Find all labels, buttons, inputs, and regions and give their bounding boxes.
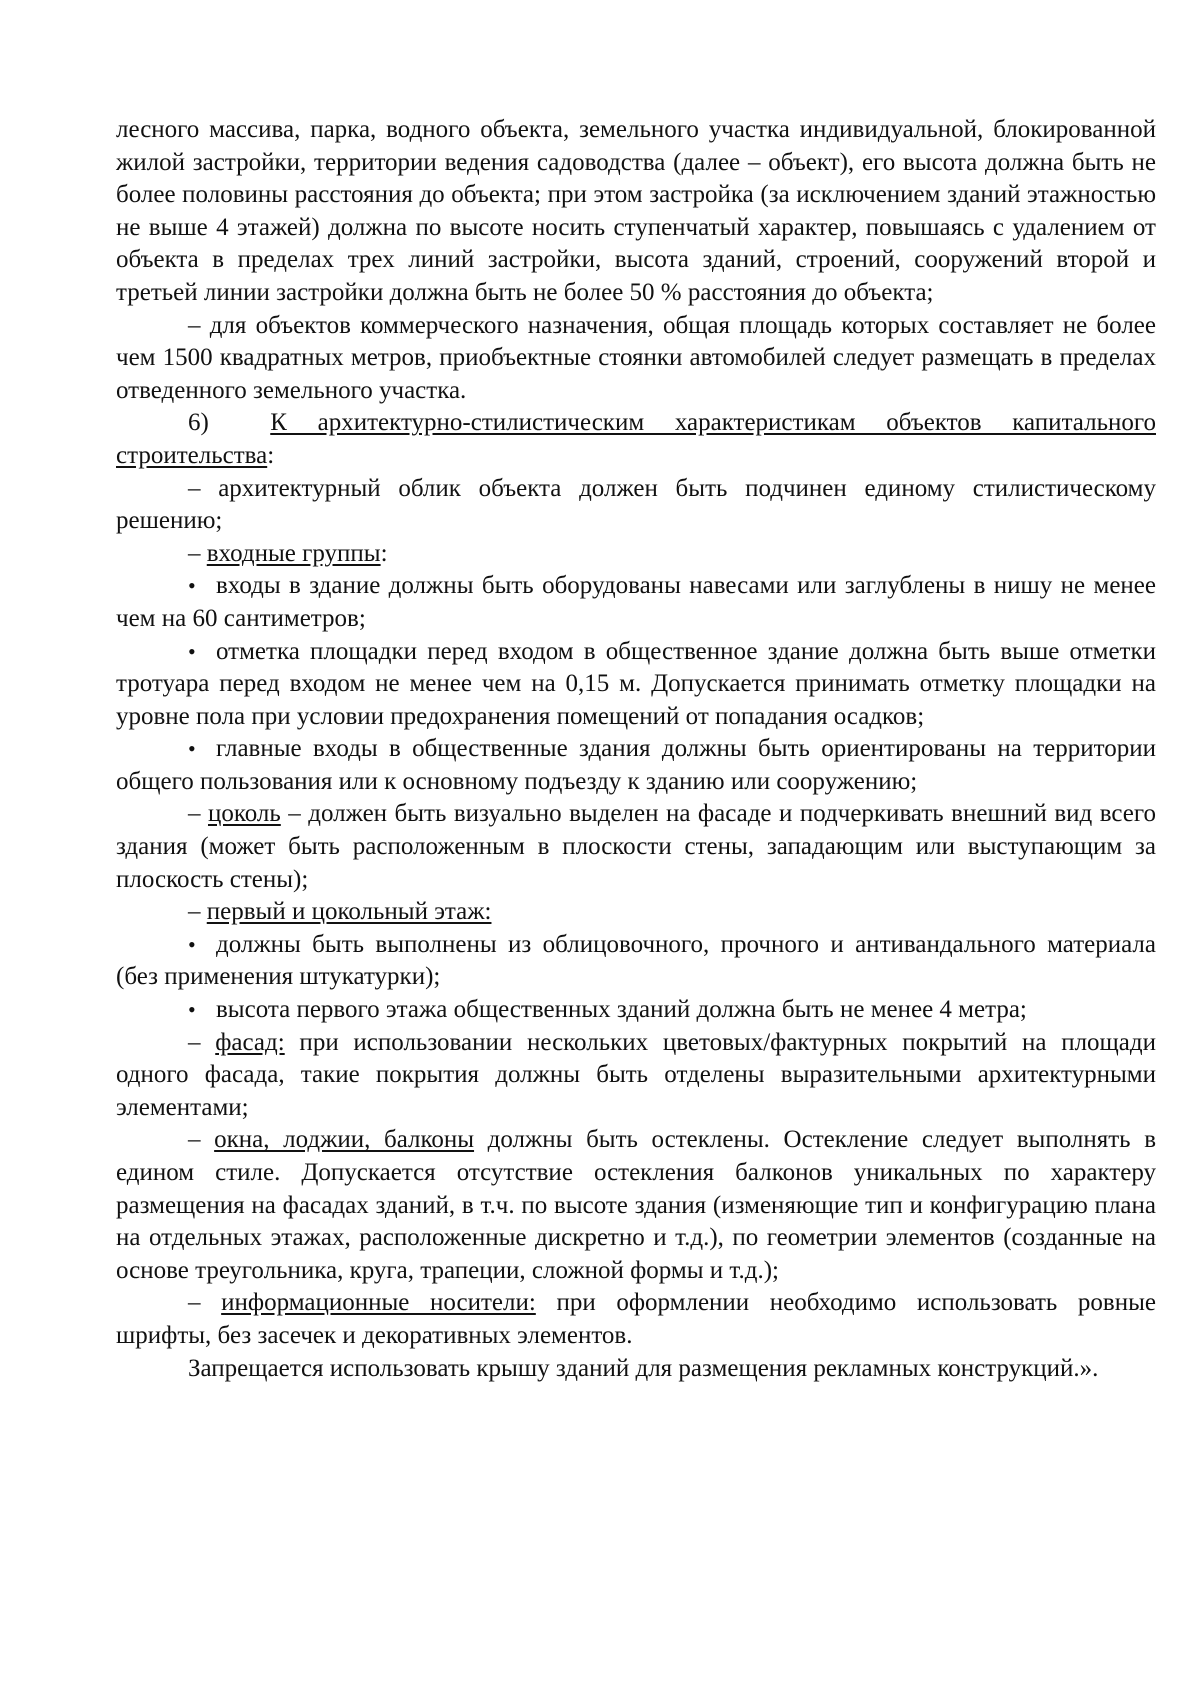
bullet-icon: • bbox=[188, 931, 196, 957]
section-number: 6) bbox=[188, 409, 209, 437]
item-term: первый и цокольный этаж: bbox=[206, 898, 492, 926]
bullet-icon: • bbox=[188, 736, 196, 762]
item-tail: при использовании нескольких цветовых/фактурных покрытий на площади одного фасада, такие покрытия должны быть отделены выразительными архитектурными элементами; bbox=[116, 1028, 1156, 1121]
section-heading-architectural-characteristics bbox=[116, 407, 1156, 472]
item-term: окна, лоджии, балконы bbox=[214, 1126, 475, 1154]
item-term: фасад: bbox=[215, 1028, 285, 1056]
dash-marker: – bbox=[188, 1289, 222, 1317]
item-information-carriers bbox=[116, 1287, 1156, 1352]
dash-marker: – bbox=[188, 539, 207, 567]
bullet-text: высота первого этажа общественных зданий должна быть не менее 4 метра; bbox=[216, 996, 1027, 1024]
bullet-text: отметка площадки перед входом в общественное здание должна быть выше отметки тротуара перед входом не менее чем на 0,15 м. Допускается принимать отметку площадки на уровне пола при условии предохранения помещений от попадания осадков; bbox=[116, 637, 1156, 730]
dash-marker: – bbox=[188, 1028, 216, 1056]
bullet-text: должны быть выполнены из облицовочного, прочного и антивандального материала (без применения штукатурки); bbox=[116, 930, 1156, 991]
item-plinth bbox=[116, 798, 1156, 896]
section-title: К архитектурно-стилистическим характеристикам объектов капитального строительства bbox=[116, 409, 1156, 469]
dash-marker: – bbox=[188, 898, 207, 926]
item-tail: – должен быть визуально выделен на фасаде и подчеркивать внешний вид всего здания (может быть расположенным в плоскости стены, западающим или выступающим за плоскость стены); bbox=[116, 800, 1156, 893]
item-term: информационные носители: bbox=[221, 1289, 536, 1317]
bullet-text: главные входы в общественные здания должны быть ориентированы на территории общего пользования или к основному подъезду к зданию или сооружению; bbox=[116, 735, 1156, 795]
item-tail: при оформлении необходимо использовать ровные шрифты, без засечек и декоративных элементов. bbox=[116, 1289, 1157, 1349]
item-entrance-groups bbox=[116, 538, 1156, 571]
bullet-item bbox=[116, 994, 1156, 1027]
paragraph-continuation: лесного массива, парка, водного объекта, земельного участка индивидуальной, блокированной жилой застройки, территории ведения садоводства (далее – объект), его высота должна быть не более половины расстояния до объекта; при этом застройка (за исключением зданий этажностью не выше 4 этажей) должна по высоте носить ступенчатый характер, повышаясь с удалением от объекта в пределах трех линий застройки, высота зданий, строений, сооружений второй и третьей линии застройки должна быть не более 50 % расстояния до объекта; bbox=[116, 116, 1156, 306]
paragraph-commercial-parking: – для объектов коммерческого назначения, общая площадь которых составляет не более чем 1500 квадратных метров, приобъектные стоянки автомобилей следует размещать в пределах отведенного земельного участка. bbox=[116, 311, 1156, 404]
document-body bbox=[116, 114, 1156, 1385]
item-tail: : bbox=[380, 539, 388, 567]
bullet-icon: • bbox=[188, 997, 196, 1023]
item-facade bbox=[116, 1027, 1156, 1125]
item-term: входные группы bbox=[206, 539, 381, 567]
bullet-icon: • bbox=[188, 638, 196, 664]
bullet-text: входы в здание должны быть оборудованы навесами или заглублены в нишу не менее чем на 60 сантиметров; bbox=[116, 572, 1156, 632]
bullet-icon: • bbox=[188, 573, 196, 599]
item-term: цоколь bbox=[207, 800, 281, 828]
bullet-item bbox=[116, 570, 1156, 635]
paragraph-roof-advertising: Запрещается использовать крышу зданий для размещения рекламных конструкций.». bbox=[188, 1354, 1099, 1382]
bullet-item bbox=[116, 636, 1156, 734]
bullet-item bbox=[116, 929, 1156, 994]
section-title-tail: : bbox=[267, 441, 275, 469]
bullet-item bbox=[116, 733, 1156, 798]
item-windows bbox=[116, 1124, 1156, 1287]
paragraph-architectural-appearance: – архитектурный облик объекта должен быть подчинен единому стилистическому решению; bbox=[116, 474, 1156, 535]
item-tail: должны быть остеклены. Остекление следует выполнять в едином стиле. Допускается отсутствие остекления балконов уникальных по характеру размещения на фасадах зданий, в т.ч. по высоте здания (изменяющие тип и конфигурацию плана на отдельных этажах, расположенные дискретно и т.д.), по геометрии элементов (созданные на основе треугольника, круга, трапеции, сложной формы и т.д.); bbox=[116, 1126, 1157, 1284]
item-first-floor bbox=[116, 896, 1156, 929]
dash-marker: – bbox=[188, 1126, 215, 1154]
dash-marker: – bbox=[188, 800, 208, 828]
